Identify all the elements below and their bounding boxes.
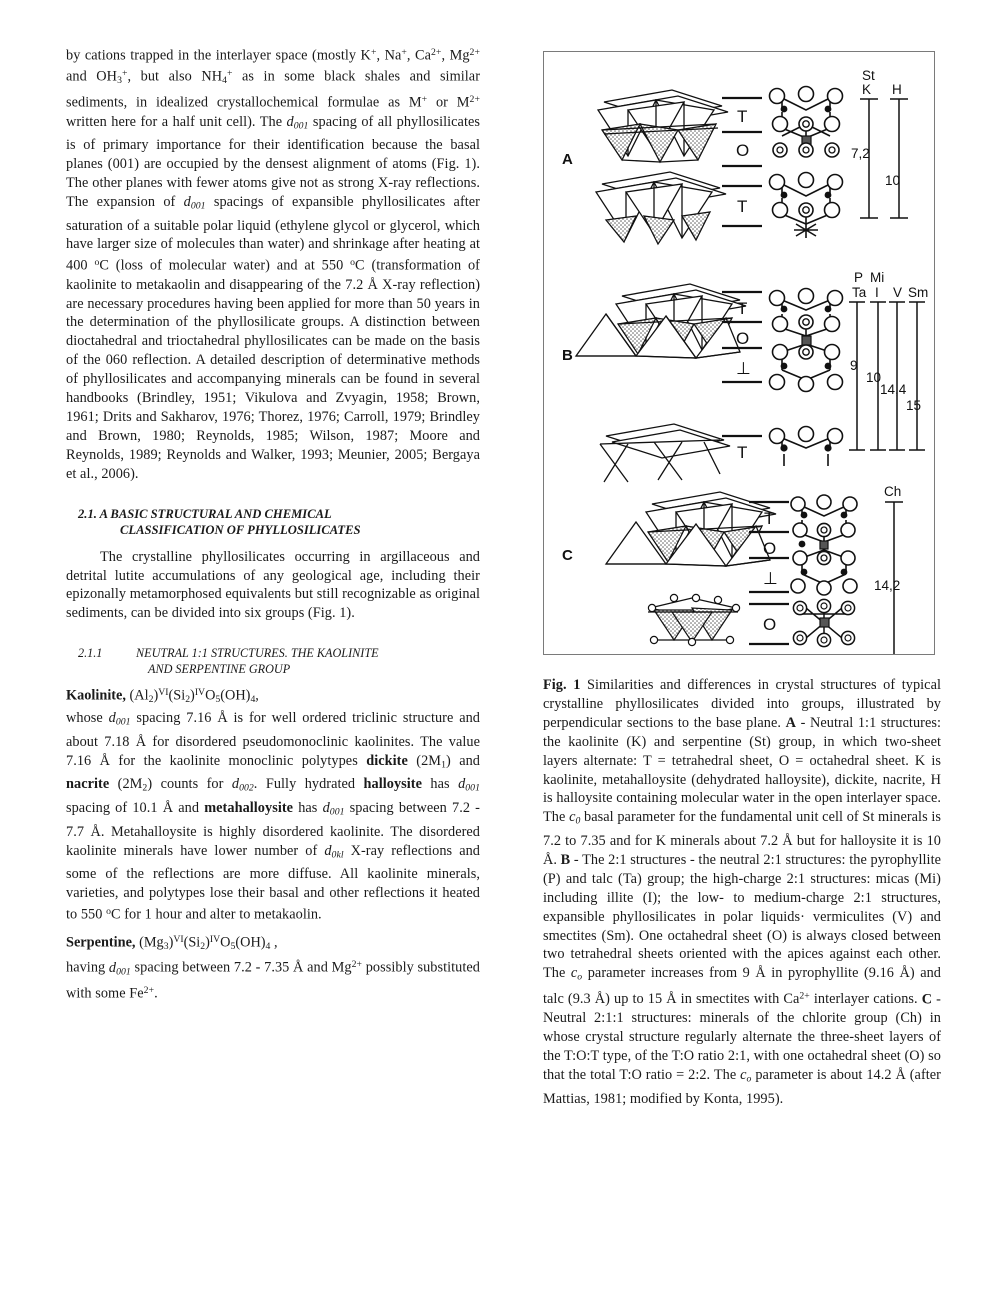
panel-b-atoms-lower xyxy=(770,427,843,467)
figure-caption-text-4: - Neutral 2:1:1 structures: minerals of the chlorite group (Ch) in whose crystal structure regularly alternate the three-sheet layers of the T:O:T type, of the T:O ratio 2:1, with one octahedral sheet (O) so that the total T:O ratio = 2:2. The $c_o$ parameter is about 14.2 Å (after Mattias, 1981; modified by Konta, 1995). xyxy=(543,991,941,1107)
figure-caption-bold-a: A xyxy=(785,714,796,731)
figure-caption-bold-c: C xyxy=(921,991,933,1008)
panel-b-bar-label-t2: T xyxy=(737,443,748,462)
panel-a-atoms-upper xyxy=(770,87,843,158)
figure-1-diagram xyxy=(544,52,934,654)
section-heading-2-1 xyxy=(66,506,480,539)
panel-b-bracket-label-v: V xyxy=(893,285,903,300)
panel-b-atoms-upper xyxy=(770,289,843,392)
panel-a-bracket-value-72: 7,2 xyxy=(851,146,870,161)
panel-b-bracket-value-15: 15 xyxy=(906,398,922,413)
panel-b-bracket-value-9: 9 xyxy=(850,358,858,373)
panel-b-bracket-label-ta: Ta xyxy=(852,285,867,300)
panel-a-bar-label-o1: O xyxy=(736,141,750,160)
section-heading-2-1-line1: 2.1. A BASIC STRUCTURAL AND CHEMICAL xyxy=(78,506,332,521)
panel-c-bracket-label-ch: Ch xyxy=(884,484,902,499)
panel-b-upper-block xyxy=(576,284,746,358)
kaolinite-label: Kaolinite, xyxy=(66,687,126,704)
panel-c-middle-block xyxy=(648,594,740,645)
panel-a-bar-label-t2: T xyxy=(737,197,748,216)
panel-b-bracket-label-mi: Mi xyxy=(870,270,885,285)
panel-b-bar-label-tinv: ⊥ xyxy=(736,359,751,378)
panel-a-bracket-label-k: K xyxy=(862,82,872,97)
figure-caption-lead: Fig. 1 xyxy=(543,677,581,693)
panel-a-bracket-label-st: St xyxy=(862,68,875,83)
panel-b-bracket-v xyxy=(889,302,905,450)
panel-b-bracket-label-sm: Sm xyxy=(908,285,929,300)
serpentine-label: Serpentine, xyxy=(66,934,136,951)
section-heading-2-1-1-line2: AND SERPENTINE GROUP xyxy=(148,662,291,677)
figure-1-frame xyxy=(543,51,935,655)
panel-a-lower-block xyxy=(596,172,726,244)
panel-b-bar-label-o: O xyxy=(736,329,750,348)
section-heading-2-1-1-number: 2.1.1 xyxy=(78,646,103,661)
panel-a-atoms-lower xyxy=(770,173,843,239)
panel-b-bracket-value-144: 14,4 xyxy=(880,382,907,397)
panel-b-bracket-value-10: 10 xyxy=(866,370,882,385)
panel-c-bar-label-o1: O xyxy=(763,539,777,558)
panel-a-bar-label-t1: T xyxy=(737,107,748,126)
panel-b-lower-block xyxy=(600,424,730,482)
panel-b-bracket-label-p: P xyxy=(854,270,864,285)
panel-c-bar-label-tinv: ⊥ xyxy=(763,569,778,588)
figure-caption-text-1: Similarities and differences in crystal structures of typical crystalline phyllosilicates divided into groups, illustrated by perpendicular sections to the base plane. xyxy=(543,677,941,731)
panel-c-atoms-upper xyxy=(791,495,857,595)
serpentine-formula-line: Serpentine, $(Mg_3)^{VI}(Si_2)^{IV}O_5(OH)_4$ , xyxy=(66,934,278,953)
panel-c-bracket-value-142: 14,2 xyxy=(874,578,901,593)
paragraph-crystalline: The crystalline phyllosilicates occurring in argillaceous and detrital lutite accumulations of any geological age, including their epizonally metamorphosed equivalents but still recognizable as original sediments, can be divided into six groups (Fig. 1). xyxy=(66,548,480,622)
panel-c-bar-label-t1: T xyxy=(764,509,775,528)
panel-b-bracket-label-i: I xyxy=(875,285,879,300)
figure-caption-text-3: - The 2:1 structures - the neutral 2:1 structures: the pyrophyllite (P) and talc (Ta) group; the high-charge 2:1 structures: micas (Mi) including illite (I); the low- to medium-charge 2:1 structures, expansible phyllosilicates in polar liquids· vermiculites (V) and smectites (Sm). One octahedral sheet (O) is always closed between two tetrahedral sheets oriented with the apices against each other. The $c_o$ parameter increases from 9 Å in pyrophyllite (9.16 Å) and talc (9.3 Å) up to 15 Å in smectites with $Ca^{2+}$ interlayer cations. xyxy=(543,851,941,1008)
panel-a-bracket-label-h: H xyxy=(892,82,902,97)
section-heading-2-1-1-line1: NEUTRAL 1:1 STRUCTURES. THE KAOLINITE xyxy=(136,646,379,661)
panel-b-bracket-sm xyxy=(909,302,925,450)
panel-b-label: B xyxy=(562,347,573,364)
section-heading-2-1-line2: CLASSIFICATION OF PHYLLOSILICATES xyxy=(120,523,361,538)
panel-c-bar-label-o2: O xyxy=(763,615,777,634)
paragraph-serpentine: having $d_{001}$ spacing between 7.2 - 7.35 Å and $Mg^{2+}$ possibly substituted with some $Fe^{2+}$. xyxy=(66,959,480,1002)
panel-a-upper-block xyxy=(598,90,728,162)
panel-b-bracket-p-ta xyxy=(849,302,865,450)
kaolinite-formula-line: Kaolinite, $(Al_2)^{VI}(Si_2)^{IV}O_5(OH)_4$, xyxy=(66,687,259,706)
panel-c-atoms-middle xyxy=(793,599,854,646)
panel-a-bracket-value-10: 10 xyxy=(885,173,901,188)
panel-a-label: A xyxy=(562,151,573,168)
paragraph-cations: by cations trapped in the interlayer space (mostly K+, Na+, $Ca^{2+}$, $Mg^{2+}$ and $OH_3^+$, but also $NH_4^+$ as in some black shales and similar sediments, in idealized crystallochemical formulae as M+ or $M^{2+}$ written here for a half unit cell). The $d_{001}$ spacing of all phyllosilicates is of primary importance for their identification because the basal planes (001) are occupied by the densest alignment of atoms (Fig. 1). The other planes with fewer atoms give not as strong X-ray reflections. The expansion of $d_{001}$ spacings of expansible phyllosilicates after saturation of a suitable polar liquid (ethylene glycol or glycerol, which have larger size of molecules than water) and shrinkage after heating at 400 $^o$C (loss of molecular water) and at 550 $^o$C (transformation of kaolinite to metakaolin and disappearing of the 7.2 Å X-ray reflection) are necessary procedures having been applied for more than 50 years in the determination of the phyllosilicate groups. A distinction between dioctahedral and trioctahedral phyllosilicates can be made on the basis of the 060 reflection. A detailed description of determinative methods of phyllosilicates and accompanying minerals can be found in several handbooks (Brindley, 1951; Vikulova and Zvyagin, 1958; Brown, 1961; Drits and Sakharov, 1976; Thorez, 1976; Carroll, 1979; Brindley and Brown, 1980; Reynolds, 1985; Wilson, 1987; Moore and Reynolds, 1989; Reynolds and Walker, 1993; Meunier, 2005; Bergaya et al., 2006). xyxy=(66,47,481,482)
panel-a-bracket-h xyxy=(890,99,908,218)
panel-c-label: C xyxy=(562,547,573,564)
panel-b-bar-label-t1: T xyxy=(737,299,748,318)
figure-caption-text-2: - Neutral 1:1 structures: the kaolinite (K) and serpentine (St) group, in which two-sheet layers alternate: T = tetrahedral sheet, O = octahedral sheet. K is kaolinite, metahalloysite (dehydrated halloysite), dickite, nacrite, H is halloysite containing molecular water in the open interlayer space. The $c_0$ basal parameter for the fundamental unit cell of St minerals is 7.2 to 7.35 and for K minerals about 7.2 Å but for halloysite it is 10 Å. xyxy=(543,714,941,868)
left-text-column xyxy=(66,44,480,1004)
figure-1-caption xyxy=(543,676,941,1108)
paragraph-kaolinite: whose $d_{001}$ spacing 7.16 Å is for well ordered triclinic structure and about 7.18 Å for disordered pseudomonoclinic kaolinites. The value 7.16 Å for the kaolinite monoclinic polytypes dickite $(2M_1)$ and nacrite $(2M_2)$ counts for $d_{002}$. Fully hydrated halloysite has $d_{001}$ spacing of 10.1 Å and metahalloysite has $d_{001}$ spacing between 7.2 - 7.7 Å. Metahalloysite is highly disordered kaolinite. The disordered kaolinite minerals have lower number of $d_{0kl}$ X-ray reflections and some of the reflections are more diffuse. All kaolinite minerals, varieties, and polytypes lose their basal and other reflections it heated to 550 $^o$C for 1 hour and alter to metakaolin. xyxy=(66,710,481,923)
section-heading-2-1-1 xyxy=(66,645,480,677)
figure-caption-bold-b: B xyxy=(560,851,571,868)
